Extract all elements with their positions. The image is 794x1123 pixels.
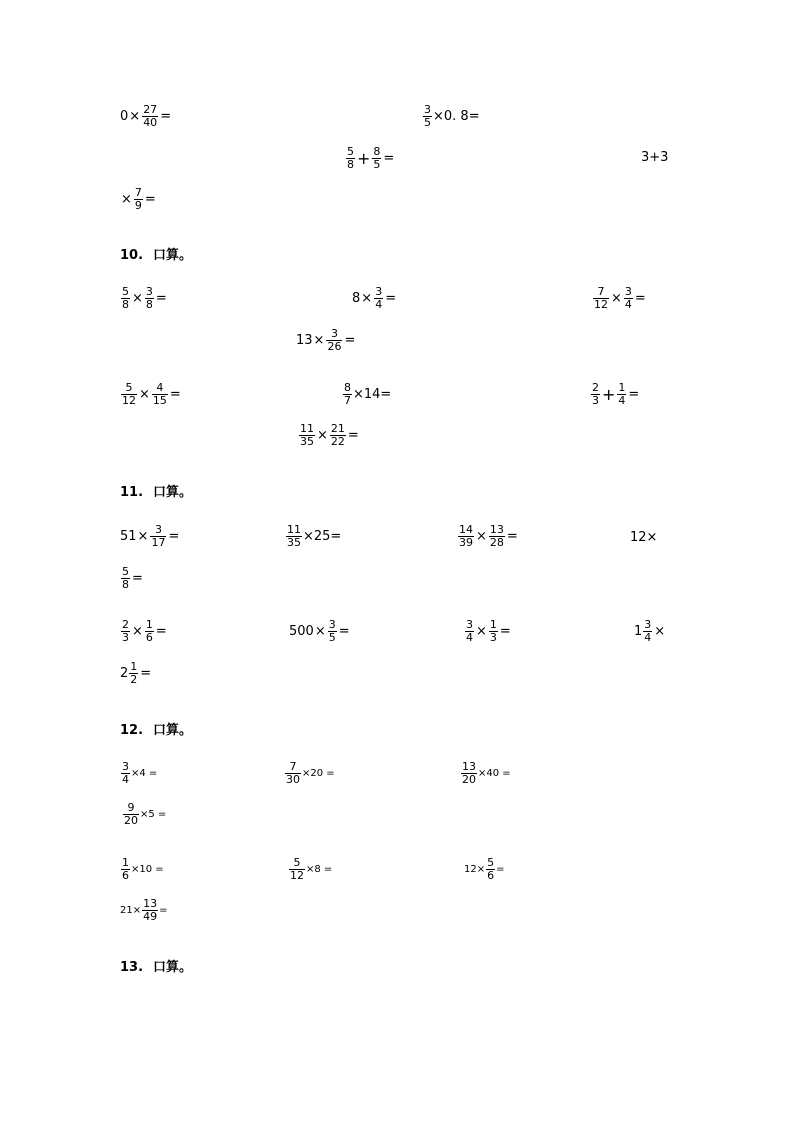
fraction: $\frac{5}{12}$ xyxy=(122,381,136,407)
expr-9-20x5 xyxy=(122,802,166,827)
equals-sign: = xyxy=(499,624,511,639)
operand-text: 12× xyxy=(464,863,486,875)
expr-12x xyxy=(630,531,657,544)
operand-text: ×14= xyxy=(353,387,392,402)
operand-text: ×0. 8= xyxy=(433,109,480,124)
equals-sign: = xyxy=(132,571,143,586)
expr-21x13-49 xyxy=(120,898,168,923)
question-number: 13. xyxy=(120,960,144,975)
question-number: 12. xyxy=(120,723,144,738)
equals-sign: = xyxy=(144,192,156,207)
expr-2-3plus1-4 xyxy=(590,382,640,407)
fraction: $\frac{5}{6}$ xyxy=(487,856,495,882)
expr-8x3-4 xyxy=(352,286,397,311)
question-heading-13 xyxy=(120,956,192,975)
fraction: $\frac{3}{26}$ xyxy=(327,327,342,353)
expr-3-5x0-8 xyxy=(422,104,480,129)
fraction: $\frac{3}{4}$ xyxy=(122,760,129,786)
expr-1-3-4x xyxy=(634,619,666,644)
times-sign: × xyxy=(654,624,666,639)
times-sign: × xyxy=(476,624,487,639)
fraction: $\frac{14}{39}$ xyxy=(459,523,473,549)
fraction: $\frac{5}{8}$ xyxy=(122,565,129,591)
expr-13x3-26 xyxy=(296,328,356,353)
expr-51x3-17 xyxy=(120,524,180,549)
expr-7-30x20 xyxy=(284,761,335,786)
question-heading-10 xyxy=(120,244,192,263)
operand-text: ×25= xyxy=(303,529,342,544)
fraction: $\frac{13}{49}$ xyxy=(143,897,158,923)
times-sign: × xyxy=(361,291,373,306)
expr-500x3-5 xyxy=(289,619,351,644)
times-sign: × xyxy=(132,624,143,639)
expr-3plus3 xyxy=(641,151,668,164)
whole-number: 2 xyxy=(120,666,129,681)
fraction: $\frac{5}{8}$ xyxy=(122,285,129,311)
expr-12x5-6 xyxy=(464,857,505,882)
question-heading-11 xyxy=(120,481,192,500)
equals-sign: = xyxy=(347,428,359,443)
expr-11-35x25 xyxy=(285,524,341,549)
fraction: $\frac{2}{3}$ xyxy=(592,381,599,407)
plus-sign: + xyxy=(357,148,371,168)
fraction: $\frac{13}{28}$ xyxy=(489,523,504,549)
expr-14-39x13-28 xyxy=(457,524,519,549)
fraction: $\frac{8}{5}$ xyxy=(373,145,381,171)
fraction: $\frac{13}{20}$ xyxy=(462,760,476,786)
expr-13-20x40 xyxy=(460,761,511,786)
operand-text: 12× xyxy=(630,530,658,545)
expr-8-7x14 xyxy=(342,382,391,407)
operand-text: 3+3 xyxy=(641,150,669,165)
times-sign: × xyxy=(476,529,487,544)
times-sign: × xyxy=(139,387,150,402)
expr-5-8plus8-5 xyxy=(345,146,395,171)
fraction: $\frac{5}{12}$ xyxy=(290,856,304,882)
number: 0 xyxy=(120,109,129,124)
equals-sign: = xyxy=(155,624,167,639)
operand-text: ×20 = xyxy=(302,767,335,779)
question-label: 口算。 xyxy=(153,960,193,975)
fraction: $\frac{7}{30}$ xyxy=(286,760,300,786)
expr-0x27-40 xyxy=(120,104,172,129)
fraction: $\frac{3}{4}$ xyxy=(466,618,473,644)
question-heading-12 xyxy=(120,719,192,738)
fraction: $\frac{1}{2}$ xyxy=(130,660,138,686)
expr-5-8eq xyxy=(120,566,144,591)
operand-text: 21× xyxy=(120,904,142,916)
question-label: 口算。 xyxy=(153,723,193,738)
fraction: $\frac{3}{17}$ xyxy=(151,523,166,549)
expr-2-1-2eq xyxy=(120,661,152,686)
times-sign: × xyxy=(611,291,622,306)
question-number: 10. xyxy=(120,248,144,263)
equals-sign: = xyxy=(168,529,180,544)
operand-text: ×4 = xyxy=(131,767,158,779)
times-sign: × xyxy=(121,192,132,207)
expr-11-35x21-22 xyxy=(298,423,360,448)
fraction: $\frac{3}{4}$ xyxy=(644,618,652,644)
equals-sign: = xyxy=(383,151,395,166)
operand-text: ×8 = xyxy=(306,863,333,875)
fraction: $\frac{3}{5}$ xyxy=(328,618,336,644)
times-sign: × xyxy=(137,529,149,544)
times-sign: × xyxy=(129,109,141,124)
fraction: $\frac{4}{15}$ xyxy=(152,381,167,407)
fraction: $\frac{11}{35}$ xyxy=(300,422,314,448)
times-sign: × xyxy=(313,333,325,348)
expr-3-4x4 xyxy=(120,761,157,786)
equals-sign: = xyxy=(155,291,167,306)
fraction: $\frac{9}{20}$ xyxy=(124,801,138,827)
equals-sign: = xyxy=(169,387,181,402)
fraction: $\frac{2}{3}$ xyxy=(122,618,129,644)
expr-1-6x10 xyxy=(120,857,164,882)
fraction: $\frac{1}{6}$ xyxy=(122,856,129,882)
fraction: $\frac{1}{4}$ xyxy=(618,381,626,407)
times-sign: × xyxy=(132,291,143,306)
equals-sign: = xyxy=(140,666,152,681)
fraction: $\frac{7}{9}$ xyxy=(134,186,142,212)
expr-2-3x1-6 xyxy=(120,619,168,644)
expr-5-12x8 xyxy=(288,857,332,882)
fraction: $\frac{1}{6}$ xyxy=(145,618,153,644)
fraction: $\frac{3}{8}$ xyxy=(145,285,153,311)
times-sign: × xyxy=(314,624,326,639)
operand-text: ×5 = xyxy=(140,808,167,820)
expr-5-12x4-15 xyxy=(120,382,182,407)
expr-7-12x3-4 xyxy=(592,286,647,311)
number: 8 xyxy=(352,291,361,306)
fraction: $\frac{5}{8}$ xyxy=(347,145,354,171)
fraction: $\frac{8}{7}$ xyxy=(344,381,351,407)
equals-sign: = xyxy=(344,333,356,348)
expr-5-8x3-8 xyxy=(120,286,168,311)
fraction: $\frac{3}{4}$ xyxy=(375,285,383,311)
fraction: $\frac{1}{3}$ xyxy=(489,618,497,644)
equals-sign: = xyxy=(634,291,646,306)
times-sign: × xyxy=(317,428,328,443)
fraction: $\frac{27}{40}$ xyxy=(143,103,158,129)
equals-sign: = xyxy=(506,529,518,544)
equals-sign: = xyxy=(338,624,350,639)
number: 51 xyxy=(120,529,137,544)
operand-text: ×40 = xyxy=(478,767,511,779)
question-number: 11. xyxy=(120,485,144,500)
equals-sign: = xyxy=(160,109,172,124)
equals-sign: = xyxy=(628,387,640,402)
whole-number: 1 xyxy=(634,624,643,639)
expr-3-4x1-3 xyxy=(464,619,512,644)
equals-sign: = xyxy=(496,863,505,875)
question-label: 口算。 xyxy=(153,485,193,500)
fraction: $\frac{7}{12}$ xyxy=(594,285,608,311)
fraction: $\frac{21}{22}$ xyxy=(330,422,345,448)
equals-sign: = xyxy=(159,904,168,916)
plus-sign: + xyxy=(602,384,616,404)
expr-x7-9 xyxy=(120,187,157,212)
fraction: $\frac{3}{5}$ xyxy=(424,103,431,129)
question-label: 口算。 xyxy=(153,248,193,263)
fraction: $\frac{11}{35}$ xyxy=(287,523,301,549)
equals-sign: = xyxy=(385,291,397,306)
number: 13 xyxy=(296,333,313,348)
operand-text: ×10 = xyxy=(131,863,164,875)
fraction: $\frac{3}{4}$ xyxy=(624,285,632,311)
number: 500 xyxy=(289,624,314,639)
